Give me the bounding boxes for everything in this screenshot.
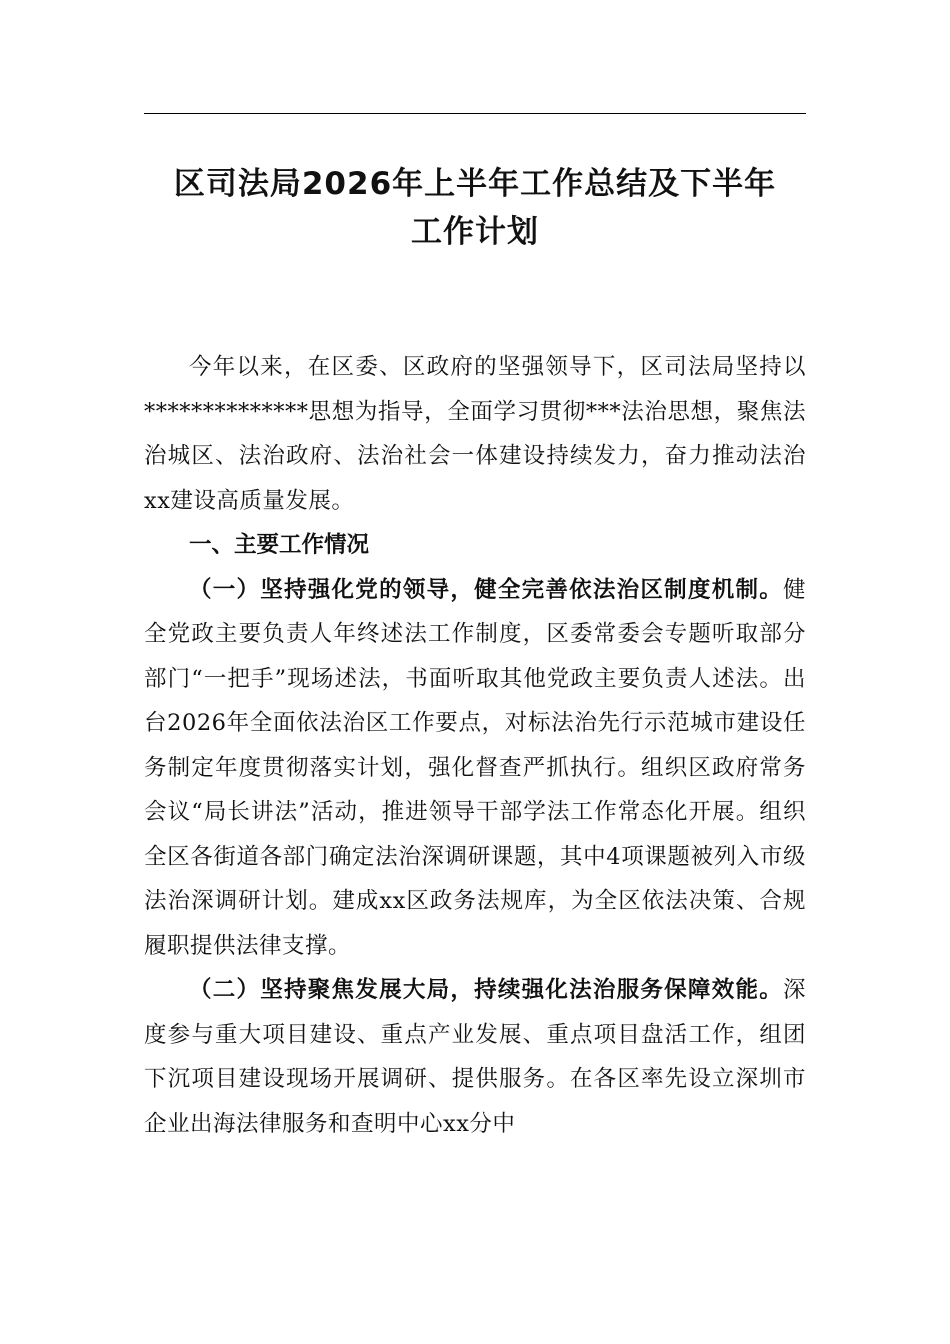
item-1-paragraph (144, 568, 806, 969)
item-2-text: 深度参与重大项目建设、重点产业发展、重点项目盘活工作，组团下沉项目建设现场开展调研、提供服务。在各区率先设立深圳市企业出海法律服务和查明中心xx分中 (144, 977, 806, 1137)
header-rule (144, 113, 806, 114)
document-title (144, 160, 806, 256)
section-heading-main-work: 一、主要工作情况 (189, 532, 370, 558)
item-2-paragraph (144, 968, 806, 1146)
title-line-1: 区司法局2026年上半年工作总结及下半年 (173, 166, 777, 202)
item-1-text: 健全党政主要负责人年终述法工作制度，区委常委会专题听取部分部门“一把手”现场述法，书面听取其他党政主要负责人述法。出台2026年全面依法治区工作要点，对标法治先行示范城市建设任务制定年度贯彻落实计划，强化督查严抓执行。组织区政府常务会议“局长讲法”活动，推进领导干部学法工作常态化开展。组织全区各街道各部门确定法治深调研课题，其中4项课题被列入市级法治深调研计划。建成xx区政务法规库，为全区依法决策、合规履职提供法律支撑。 (144, 576, 806, 959)
item-1-heading: （一）坚持强化党的领导，健全完善依法治区制度机制。 (189, 576, 783, 603)
intro-paragraph: 今年以来，在区委、区政府的坚强领导下，区司法局坚持以**************思想为指导，全面学习贯彻***法治思想，聚焦法治城区、法治政府、法治社会一体建设持续发力，奋力推动法治xx建设高质量发展。 (144, 354, 806, 514)
document-body (144, 345, 806, 1146)
item-2-heading: （二）坚持聚焦发展大局，持续强化法治服务保障效能。 (189, 977, 783, 1003)
title-line-2: 工作计划 (411, 214, 539, 250)
